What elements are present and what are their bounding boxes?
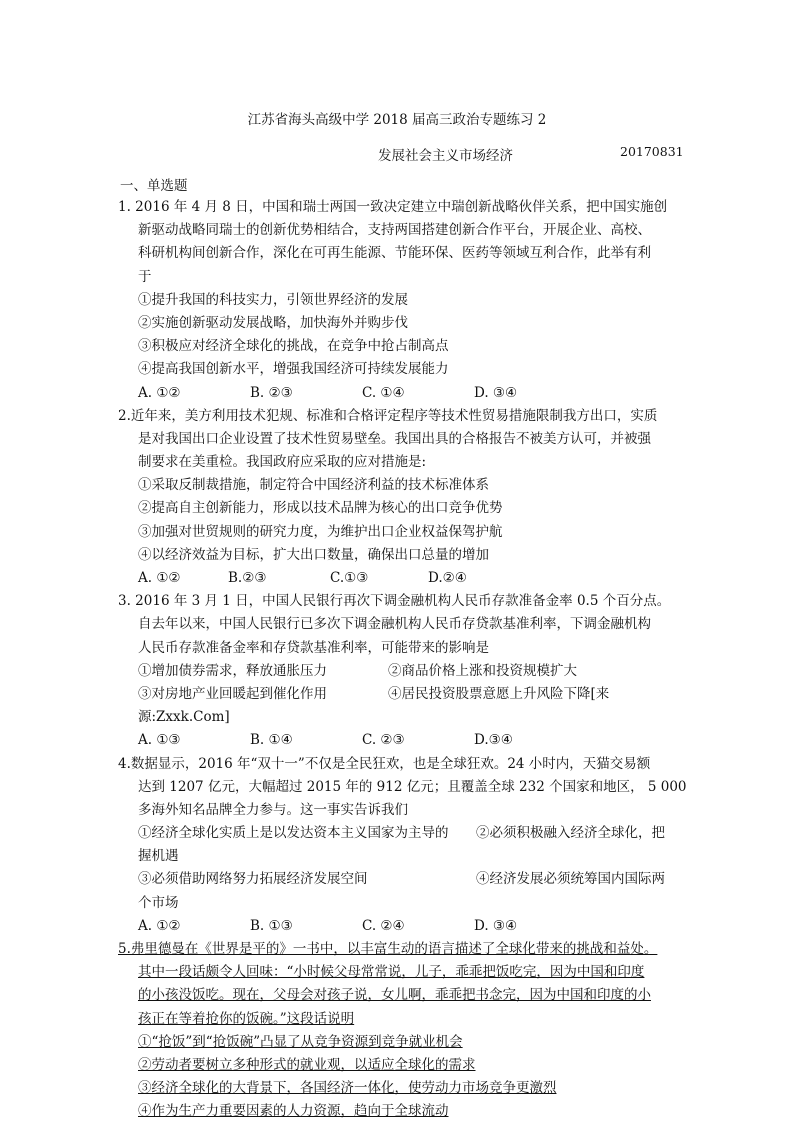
option [0, 1077, 794, 1100]
option: ④以经济效益为目标，扩大出口数量，确保出口总量的增加 [138, 546, 489, 563]
answer-b: B. ②③ [250, 384, 293, 401]
stem-line: 科研机构间创新合作，深化在可再生能源、节能环保、医药等领域互利合作，此举有利 [138, 245, 651, 262]
option-row [0, 822, 794, 845]
stem-line [0, 1008, 794, 1031]
answer-a: A. ①② [138, 384, 181, 401]
option: ④提高我国创新水平，增强我国经济可持续发展能力 [138, 361, 449, 378]
question-stem [0, 405, 794, 475]
answer-choices [0, 915, 794, 938]
question-5 [0, 938, 794, 1124]
option [0, 1054, 794, 1077]
stem-line: 2.近年来，美方利用技术犯规、标准和合格评定程序等技术性贸易措施限制我方出口，实质 [118, 407, 658, 424]
stem-line: 自去年以来，中国人民银行已多次下调金融机构人民币存贷款基准利率，下调金融机构 [138, 616, 651, 633]
option: ④经济发展必须统筹国内国际两 [476, 871, 665, 888]
option: ②实施创新驱动发展战略，加快海外并购步伐 [138, 314, 408, 331]
option: ④居民投资股票意愿上升风险下降[来 [388, 685, 610, 702]
question-stem [0, 590, 794, 660]
answer-b: B. ①④ [250, 732, 293, 749]
document-subtitle: 发展社会主义市场经济 [378, 148, 513, 164]
stem-line: 多海外知名品牌全力参与。这一事实告诉我们 [138, 801, 408, 818]
stem-text: 其中一段话颇令人回味：“小时候父母常常说，儿子，乖乖把饭吃完，因为中国和印度 [138, 964, 645, 981]
answer-a: A. ①② [138, 917, 181, 934]
option-row [0, 683, 794, 706]
stem-text: 的小孩没饭吃。现在，父母会对孩子说，女儿啊，乖乖把书念完，因为中国和印度的小 [138, 987, 651, 1004]
answer-b: B. ①③ [250, 917, 293, 934]
stem-line: 新驱动战略同瑞士的创新优势相结合，支持两国搭建创新合作平台，开展企业、高校、 [138, 222, 651, 239]
option-text: ②劳动者要树立多种形式的就业观，以适应全球化的需求 [138, 1056, 476, 1073]
question-stem [0, 196, 794, 289]
questions-list [0, 196, 794, 1124]
option: ②必须积极融入经济全球化，把 [476, 825, 665, 842]
answer-c: C. ②④ [362, 917, 405, 934]
option: ③必须借助网络努力拓展经济发展空间 [138, 871, 368, 888]
question-4 [0, 753, 794, 939]
stem-text: 孩正在等着抢你的饭碗。”这段话说明 [138, 1010, 355, 1027]
option: ③对房地产业回暖起到催化作用 [138, 685, 327, 702]
option-text: ③经济全球化的大背景下，各国经济一体化，使劳动力市场竞争更激烈 [138, 1080, 557, 1097]
stem-text: 5.弗里德曼在《世界是平的》一书中，以丰富生动的语言描述了全球化带来的挑战和益处。 [118, 941, 658, 957]
answer-c: C.①③ [330, 570, 369, 586]
answer-b: B.②③ [228, 570, 267, 586]
option: ②提高自主创新能力，形成以技术品牌为核心的出口竞争优势 [138, 500, 503, 517]
option: ①经济全球化实质上是以发达资本主义国家为主导的 [138, 825, 449, 842]
answer-c: C. ②③ [362, 732, 405, 749]
stem-line: 于 [138, 268, 152, 285]
answer-choices [0, 567, 794, 590]
stem-line: 4.数据显示，2016 年“双十一”不仅是全民狂欢，也是全球狂欢。24 小时内，天猫交易额 [118, 755, 651, 772]
option: ②商品价格上涨和投资规模扩大 [388, 662, 577, 679]
option-text: ④作为生产力重要因素的人力资源，趋向于全球流动 [138, 1103, 449, 1120]
stem-line [0, 938, 794, 961]
answer-d: D. ③④ [474, 384, 518, 401]
document-title: 江苏省海头高级中学 2018 届高三政治专题练习 2 [247, 112, 547, 128]
option: ③积极应对经济全球化的挑战，在竞争中抢占制高点 [138, 338, 449, 355]
question-2 [0, 405, 794, 591]
answer-c: C. ①④ [362, 384, 405, 401]
stem-line: 人民币存款准备金率和存贷款基准利率，可能带来的影响是 [138, 639, 489, 656]
stem-line: 1. 2016 年 4 月 8 日，中国和瑞士两国一致决定建立中瑞创新战略伙伴关系，把中国实施创 [118, 199, 668, 215]
answer-d: D.③④ [474, 732, 513, 749]
stem-line [0, 961, 794, 984]
section-heading: 一、单选题 [120, 178, 188, 194]
option-continuation: 源:Zxxk.Com] [138, 709, 230, 726]
stem-line: 达到 1207 亿元，大幅超过 2015 年的 912 亿元；且覆盖全球 232 个国家和地区， 5 000 [138, 778, 687, 795]
stem-line: 是对我国出口企业设置了技术性贸易壁垒。我国出具的合格报告不被美方认可，并被强 [138, 430, 651, 447]
question-stem [0, 938, 794, 1031]
option: ③加强对世贸规则的研究力度，为维护出口企业权益保驾护航 [138, 523, 503, 540]
answer-choices [0, 382, 794, 405]
answer-a: A. ①② [138, 570, 181, 586]
question-1 [0, 196, 794, 405]
answer-choices [0, 729, 794, 752]
option-row [0, 660, 794, 683]
option-text: ①“抢饭”到“抢饭碗”凸显了从竞争资源到竞争就业机会 [138, 1033, 463, 1050]
answer-d: D.②④ [428, 570, 467, 586]
stem-line [0, 984, 794, 1007]
option: ①增加债券需求，释放通胀压力 [138, 662, 327, 679]
option [0, 1100, 794, 1123]
option-row [0, 868, 794, 891]
option: ①采取反制裁措施，制定符合中国经济利益的技术标准体系 [138, 477, 489, 494]
option [0, 1031, 794, 1054]
option-continuation: 握机遇 [138, 848, 179, 865]
answer-d: D. ③④ [474, 917, 518, 934]
stem-line: 制要求在美重检。我国政府应采取的应对措施是: [138, 454, 427, 471]
option-continuation: 个市场 [138, 894, 179, 911]
question-stem [0, 753, 794, 823]
question-3 [0, 590, 794, 752]
option: ①提升我国的科技实力，引领世界经济的发展 [138, 291, 408, 308]
answer-a: A. ①③ [138, 732, 181, 749]
stem-line: 3. 2016 年 3 月 1 日，中国人民银行再次下调金融机构人民币存款准备金率 0.5 个百分点。 [118, 593, 671, 610]
document-date: 20170831 [620, 144, 684, 159]
